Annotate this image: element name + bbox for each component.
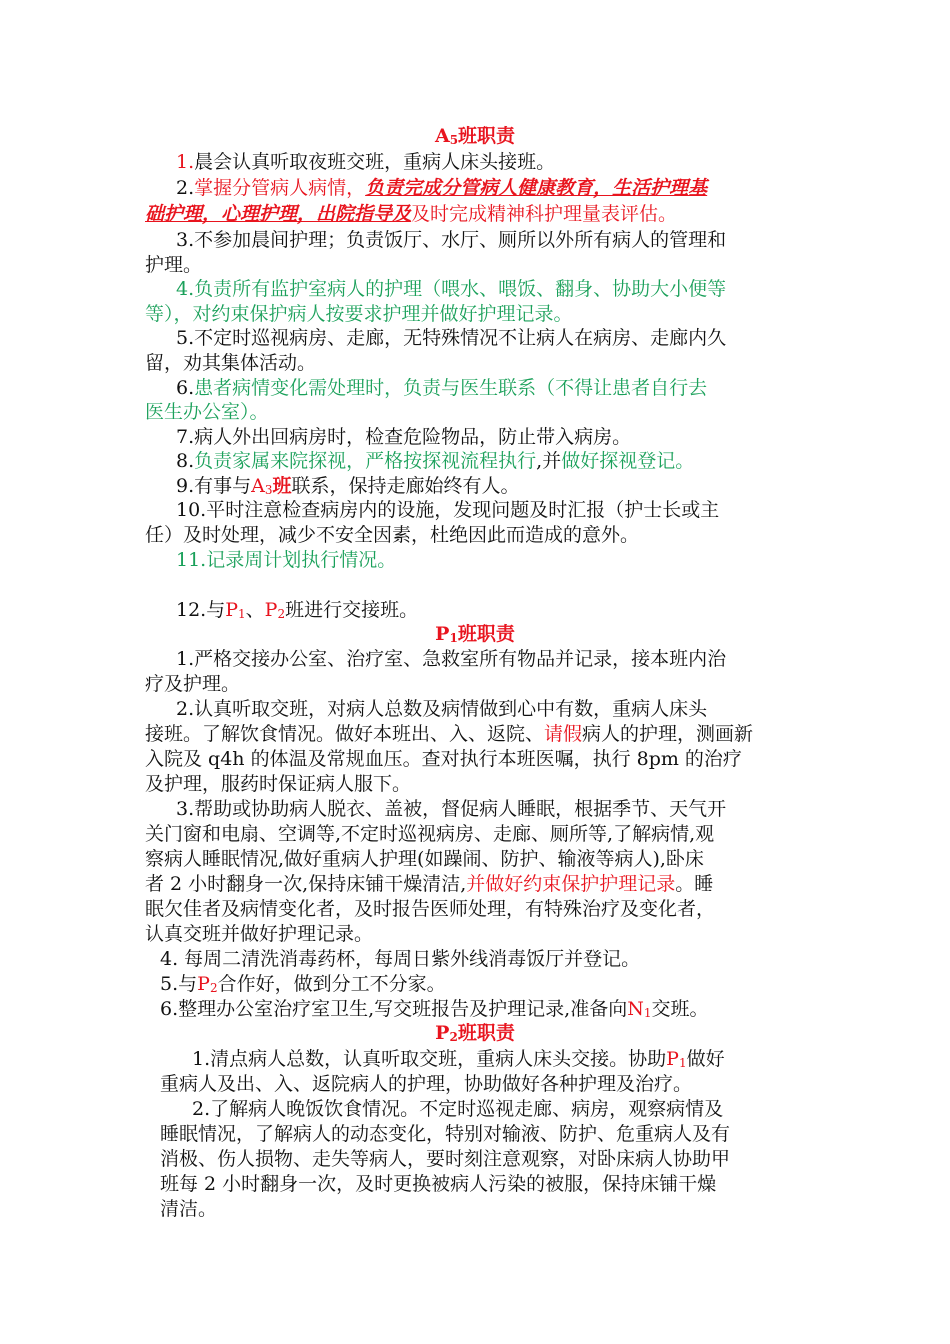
a5-item-6-line-2: 医生办公室）。: [145, 401, 269, 423]
p2-item-2-line-1: 2.了解病人晚饭饮食情况。不定时巡视走廊、病房，观察病情及: [192, 1098, 724, 1120]
p1-item-1-line-1: 1.严格交接办公室、治疗室、急救室所有物品并记录，接本班内治: [176, 648, 727, 670]
a5-item-9: 9.有事与A3班联系，保持走廊始终有人。: [176, 475, 520, 497]
a5-item-12: 12.与P1、P2班进行交接班。: [176, 599, 419, 621]
a5-item-10-line-1: 10.平时注意检查病房内的设施，发现问题及时汇报（护士长或主: [176, 499, 720, 521]
a5-item-6-line-1: 6.患者病情变化需处理时，负责与医生联系（不得让患者自行去: [176, 377, 708, 399]
p1-item-3-line-5: 眠欠佳者及病情变化者，及时报告医师处理，有特殊治疗及变化者，: [145, 898, 716, 920]
a5-item-8: 8.负责家属来院探视，严格按探视流程执行,并做好探视登记。: [176, 450, 695, 472]
a5-item-5-line-2: 留，劝其集体活动。: [145, 352, 317, 374]
p1-item-2-line-3: 入院及 q4h 的体温及常规血压。查对执行本班医嘱，执行 8pm 的治疗: [145, 748, 742, 770]
p1-item-5: 5.与P2合作好，做到分工不分家。: [160, 973, 446, 995]
p2-item-1-line-1: 1.清点病人总数，认真听取交班，重病人床头交接。协助P1做好: [192, 1048, 725, 1070]
a5-item-4-line-1: 4.负责所有监护室病人的护理（喂水、喂饭、翻身、协助大小便等: [176, 278, 727, 300]
a5-title: A5班职责: [434, 125, 516, 147]
a5-item-2-line-1: 2.掌握分管病人病情，负责完成分管病人健康教育，生活护理基: [176, 177, 708, 199]
a5-item-3-line-2: 护理。: [145, 254, 203, 276]
p1-item-2-line-2: 接班。了解饮食情况。做好本班出、入、返院、请假病人的护理，测画新: [145, 723, 754, 745]
p1-item-3-line-2: 关门窗和电扇、空调等,不定时巡视病房、走廊、厕所等,了解病情,观: [145, 823, 715, 845]
a5-item-5-line-1: 5.不定时巡视病房、走廊，无特殊情况不让病人在病房、走廊内久: [176, 327, 727, 349]
a5-item-4-line-2: 等），对约束保护病人按要求护理并做好护理记录。: [145, 303, 573, 325]
a5-item-10-line-2: 任）及时处理，减少不安全因素，杜绝因此而造成的意外。: [145, 524, 640, 546]
p1-item-2-line-4: 及护理，服药时保证病人服下。: [145, 773, 412, 795]
p2-item-2-line-3: 消极、伤人损物、走失等病人，要时刻注意观察，对卧床病人协助甲: [160, 1148, 731, 1170]
p2-item-1-line-2: 重病人及出、入、返院病人的护理，协助做好各种护理及治疗。: [160, 1073, 693, 1095]
p2-item-2-line-2: 睡眠情况，了解病人的动态变化，特别对输液、防护、危重病人及有: [160, 1123, 731, 1145]
p1-item-1-line-2: 疗及护理。: [145, 673, 241, 695]
a5-item-2-line-2: 础护理，心理护理，出院指导及及时完成精神科护理量表评估。: [145, 203, 678, 225]
p1-item-3-line-3: 察病人睡眠情况,做好重病人护理(如躁闹、防护、输液等病人),卧床: [145, 848, 704, 870]
a5-item-7: 7.病人外出回病房时，检查危险物品，防止带入病房。: [176, 426, 632, 448]
p1-item-2-line-1: 2.认真听取交班，对病人总数及病情做到心中有数，重病人床头: [176, 698, 708, 720]
p2-item-2-line-5: 清洁。: [160, 1198, 218, 1220]
p2-item-2-line-4: 班每 2 小时翻身一次，及时更换被病人污染的被服，保持床铺干燥: [160, 1173, 717, 1195]
p1-item-4: 4. 每周二清洗消毒药杯，每周日紫外线消毒饭厅并登记。: [160, 948, 641, 970]
a5-item-11: 11.记录周计划执行情况。: [176, 549, 397, 571]
p1-item-3-line-1: 3.帮助或协助病人脱衣、盖被，督促病人睡眠，根据季节、天气开: [176, 798, 727, 820]
p1-item-3-line-4: 者 2 小时翻身一次,保持床铺干燥清洁,并做好约束保护护理记录。睡: [145, 873, 714, 895]
a5-item-1: 1.晨会认真听取夜班交班，重病人床头接班。: [176, 151, 556, 173]
a5-item-3-line-1: 3.不参加晨间护理；负责饭厅、水厅、厕所以外所有病人的管理和: [176, 229, 727, 251]
p2-title: P2班职责: [435, 1022, 515, 1044]
p1-title: P1班职责: [435, 623, 515, 645]
p1-item-6: 6.整理办公室治疗室卫生,写交班报告及护理记录,准备向N1交班。: [160, 998, 709, 1020]
p1-item-3-line-6: 认真交班并做好护理记录。: [145, 923, 374, 945]
